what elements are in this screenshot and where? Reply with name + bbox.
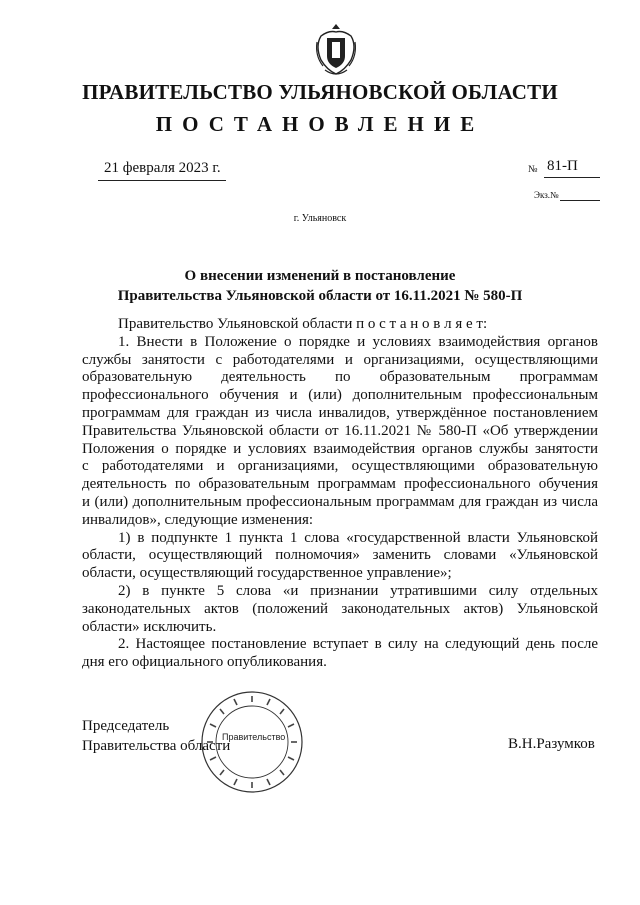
body-line: образовательную деятельность по образовательным программам <box>82 369 598 386</box>
number-prefix: № <box>528 164 538 175</box>
signatory-name: В.Н.Разумков <box>508 736 595 752</box>
body-line: профессионального обучения и (или) дополнительным профессиональным <box>82 387 598 404</box>
seal-text: Правительство <box>222 732 286 742</box>
body-line: службы занятости с работодателями и организациями, осуществляющими <box>82 351 598 368</box>
body-line: области, осуществляющий государственное управление»; <box>82 565 452 582</box>
intro-paragraph: Правительство Ульяновской области п о с т а н о в л я е т: <box>118 316 488 332</box>
date-underline <box>98 180 226 181</box>
document-number: 81-П <box>547 158 578 174</box>
body-line: Правительства Ульяновской области от 16.11.2021 № 580-П «Об утверждении <box>82 422 598 439</box>
document-heading <box>0 266 640 306</box>
body-line: 1. Внести в Положение о порядке и условиях взаимодействия органов <box>118 333 598 350</box>
body-line: деятельность по образовательным программам профессионального обучения <box>82 476 598 493</box>
heading-line: Правительства Ульяновской области от 16.11.2021 № 580-П <box>117 288 523 304</box>
body-line: 2. Настоящее постановление вступает в силу на следующий день после <box>118 636 598 653</box>
body-line: Положения о порядке и условиях взаимодействия органов службы занятости <box>82 440 598 457</box>
body-line: с работодателями и организациями, осуществляющими образовательную <box>82 458 598 475</box>
body-line: и (или) дополнительным профессиональным программам для граждан из числа <box>82 493 598 510</box>
body-line: дня его официального опубликования. <box>82 654 327 671</box>
official-seal-icon <box>200 690 304 794</box>
document-body <box>82 316 598 672</box>
heading-line: О внесении изменений в постановление <box>184 268 456 284</box>
body-line: 2) в пункте 5 слова «и признании утратившими силу отдельных <box>118 582 598 599</box>
copy-number-label: Экз.№ <box>534 190 559 200</box>
signatory-title-line: Правительства области <box>82 738 231 754</box>
copy-underline <box>560 200 600 201</box>
coat-of-arms-icon <box>313 20 359 78</box>
document-date: 21 февраля 2023 г. <box>104 160 221 176</box>
body-line: программам для граждан из числа инвалидов, утверждённое постановлением <box>82 404 598 421</box>
number-underline <box>544 177 600 178</box>
body-line: 1) в подпункте 1 пункта 1 слова «государственной власти Ульяновской <box>118 529 598 546</box>
body-line: области, осуществляющий полномочия» заменить словами «Ульяновской <box>82 547 598 564</box>
body-line: законодательных актов (положений законодательных актов) Ульяновской <box>82 600 598 617</box>
government-title: ПРАВИТЕЛЬСТВО УЛЬЯНОВСКОЙ ОБЛАСТИ <box>82 80 558 104</box>
body-line: инвалидов», следующие изменения: <box>82 511 314 528</box>
signatory-title-line: Председатель <box>82 718 170 734</box>
body-line: области» исключить. <box>82 618 217 635</box>
city: г. Ульяновск <box>293 213 347 224</box>
document-type: ПОСТАНОВЛЕНИЕ <box>155 112 485 136</box>
